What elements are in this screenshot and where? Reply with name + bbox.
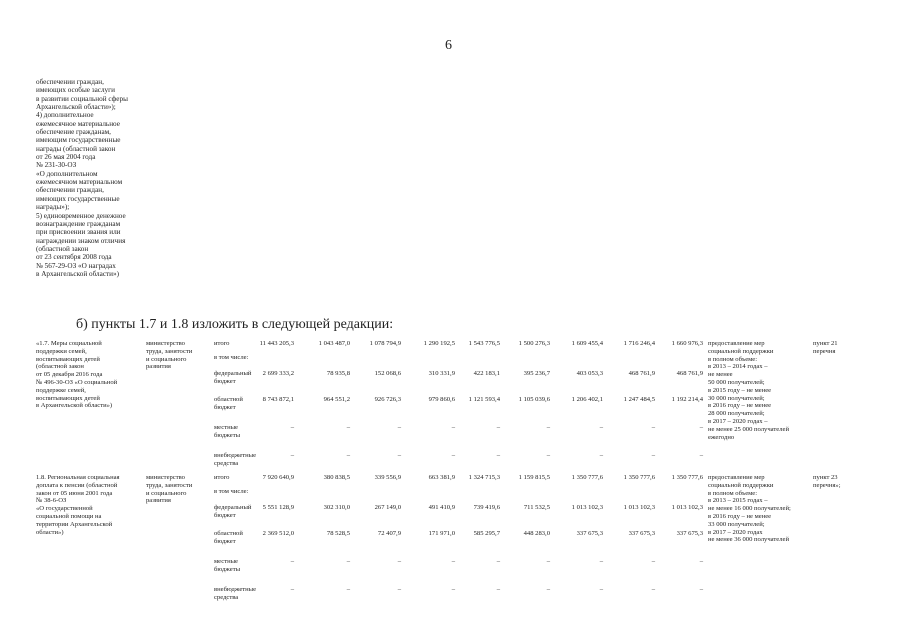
amount-cell: – (451, 452, 455, 459)
continuation-text (36, 78, 166, 278)
continuation-line: при присвоении звания или (36, 228, 121, 237)
funding-source-label-line: бюджет (214, 377, 236, 385)
expected-result-line: в 2017 – 2020 годах – (708, 417, 768, 425)
responsible-executor-line: труда, занятости (146, 347, 193, 355)
measure-name-line: (областной закон (36, 363, 84, 371)
measure-name-line: «1.7. Меры социальной (36, 340, 102, 347)
amount-cell: 1 078 794,9 (369, 340, 401, 347)
amount-cell: – (451, 558, 455, 565)
amount-cell: – (599, 424, 603, 431)
amount-cell: 302 310,0 (323, 504, 350, 511)
amount-cell: 1 013 102,3 (571, 504, 603, 511)
amount-cell: 1 159 815,5 (518, 474, 550, 481)
expected-result-line: 50 000 получателей; (708, 378, 765, 386)
funding-source-label-line: в том числе: (214, 354, 249, 361)
amount-cell: – (496, 558, 500, 565)
amount-cell: 1 013 102,3 (623, 504, 655, 511)
measure-name-line: № 496-30-ОЗ «О социальной (36, 378, 118, 386)
amount-cell: 337 675,3 (576, 530, 603, 537)
funding-source-label-line: бюджет (214, 537, 236, 545)
expected-result-line: в 2016 году – не менее (708, 512, 772, 520)
funding-source-label-line: областной (214, 530, 243, 537)
measure-name-line: закон от 05 июня 2001 года (36, 489, 113, 497)
amount-cell: – (451, 424, 455, 431)
expected-result-line: в полном объеме: (708, 489, 758, 497)
measure-name-line: доплата к пенсии (областной (36, 481, 118, 489)
continuation-line: вознаграждение гражданам (36, 219, 121, 228)
amount-cell: 171 971,0 (428, 530, 455, 537)
continuation-line: награждении знаком отличия (36, 236, 126, 245)
list-reference-line: пункт 23 (813, 474, 838, 481)
amount-cell: 1 716 246,4 (623, 340, 655, 347)
amount-cell: – (699, 452, 703, 459)
funding-source-label-line: итого (214, 474, 230, 481)
amount-cell: – (496, 452, 500, 459)
amount-cell: 78 935,8 (326, 370, 350, 377)
continuation-line: награды (областной закон (36, 144, 116, 153)
expected-result (708, 474, 791, 544)
responsible-executor-line: труда, занятости (146, 481, 193, 489)
measure-name-line: области») (36, 528, 64, 536)
amount-cell: – (346, 586, 350, 593)
funding-source-label-line: бюджет (214, 403, 236, 411)
responsible-executor-line: министерство (146, 474, 185, 481)
amount-cell: 72 407,9 (377, 530, 401, 537)
measure-name (36, 474, 120, 536)
amount-cell: 663 381,9 (428, 474, 455, 481)
amount-cell: 964 551,2 (323, 396, 350, 403)
amount-cell: – (397, 586, 401, 593)
continuation-line: от 26 мая 2004 года (36, 153, 96, 162)
continuation-line: 4) дополнительное (36, 111, 94, 120)
funding-source-label-line: бюджеты (214, 431, 241, 439)
amount-cell: 1 543 776,5 (468, 340, 500, 347)
amount-cell: 1 350 777,6 (571, 474, 603, 481)
list-reference (813, 474, 841, 490)
amount-cell: – (290, 424, 294, 431)
expected-result-line: не менее 16 000 получателей; (708, 505, 791, 513)
expected-result-line: предоставление мер (708, 474, 765, 481)
amount-cell: – (496, 586, 500, 593)
measure-name-line: территории Архангельской (36, 520, 113, 528)
measure-name-line: «О государственной (36, 505, 93, 513)
amount-cell: 979 860,6 (428, 396, 455, 403)
amount-cell: – (451, 586, 455, 593)
amount-cell: 1 013 102,3 (671, 504, 703, 511)
amount-cell: 1 350 777,6 (671, 474, 703, 481)
measure-name-line: поддержке семей, (36, 386, 86, 394)
amount-cell: – (546, 452, 550, 459)
amount-cell: 380 838,5 (323, 474, 350, 481)
amount-cell: 5 551 128,9 (262, 504, 294, 511)
amount-cell: – (699, 558, 703, 565)
amount-cell: 1 105 039,6 (518, 396, 550, 403)
amount-cell: 7 920 640,9 (262, 474, 294, 481)
expected-result-line: 30 000 получателей; (708, 394, 765, 402)
expected-result-line: не менее (708, 371, 733, 379)
amount-cell: – (496, 424, 500, 431)
continuation-line: 5) единовременное денежное (36, 211, 126, 220)
amount-cell: 739 419,6 (473, 504, 500, 511)
continuation-line: имеющих особые заслуги (36, 86, 115, 95)
funding-source-label-line: итого (214, 340, 230, 347)
amount-cell: – (546, 586, 550, 593)
amount-cell: 468 761,9 (676, 370, 703, 377)
amount-cell: 8 743 872,1 (262, 396, 294, 403)
amount-cell: 11 443 205,3 (259, 340, 294, 347)
funding-source-label-line: бюджеты (214, 565, 241, 573)
amount-cell: 1 609 455,4 (571, 340, 603, 347)
continuation-line: обеспечении граждан, (36, 78, 104, 86)
amount-cell: – (346, 452, 350, 459)
expected-result-line: ежегодно (708, 433, 735, 441)
amount-cell: 1 324 715,3 (468, 474, 500, 481)
amount-cell: – (290, 558, 294, 565)
amount-cell: 926 726,3 (374, 396, 401, 403)
amount-cell: 78 528,5 (326, 530, 350, 537)
amount-cell: 585 295,7 (473, 530, 500, 537)
expected-result-line: предоставление мер (708, 340, 765, 347)
amount-cell: 1 043 487,0 (318, 340, 350, 347)
funding-source-label-line: внебюджетные (214, 586, 257, 593)
amount-cell: – (346, 558, 350, 565)
measure-name-line: социальной помощи на (36, 512, 102, 520)
page-number: 6 (445, 38, 452, 53)
amount-cell: 337 675,3 (676, 530, 703, 537)
funding-source-label (214, 474, 229, 482)
funding-source-label-line: местные (214, 424, 238, 431)
amount-cell: – (346, 424, 350, 431)
measure-name-line: от 05 декабря 2016 года (36, 371, 103, 379)
expected-result-line: в 2015 году – не менее (708, 386, 772, 394)
continuation-line: № 231-30-ОЗ (36, 161, 77, 170)
amount-cell: – (290, 586, 294, 593)
responsible-executor-line: развития (146, 363, 171, 371)
continuation-line: от 23 сентября 2008 года (36, 253, 112, 262)
amount-cell: – (599, 452, 603, 459)
expected-result-line: социальной поддержки (708, 481, 774, 489)
amount-cell: 1 500 276,3 (518, 340, 550, 347)
funding-source-label-line: в том числе: (214, 488, 249, 495)
expected-result-line: в 2016 году – не менее (708, 402, 772, 410)
amount-cell: – (651, 424, 655, 431)
amount-cell: 2 699 333,2 (262, 370, 294, 377)
expected-result-line: не менее 36 000 получателей (708, 536, 789, 544)
funding-source-label (214, 340, 229, 348)
amount-cell: 2 369 512,0 (262, 530, 294, 537)
continuation-line: (областной закон (36, 244, 89, 253)
amount-cell: 395 236,7 (523, 370, 550, 377)
measure-name-line: в Архангельской области») (36, 402, 113, 410)
continuation-line: Архангельской области»); (36, 103, 116, 112)
amount-cell: 1 350 777,6 (623, 474, 655, 481)
continuation-line: ежемесячное материальное (36, 119, 120, 128)
amount-cell: – (651, 586, 655, 593)
funding-source-label-line: внебюджетные (214, 452, 257, 459)
list-reference-line: пункт 21 (813, 340, 838, 347)
list-reference (813, 340, 838, 356)
amount-cell: 337 675,3 (628, 530, 655, 537)
expected-result-line: 33 000 получателей; (708, 520, 765, 528)
funding-source-label (214, 354, 248, 362)
expected-result-line: не менее 25 000 получателей (708, 425, 789, 433)
continuation-line: ежемесячном материальном (36, 178, 123, 187)
expected-result-line: в 2013 – 2015 годах – (708, 497, 768, 505)
continuation-line: в Архангельской области») (36, 269, 119, 278)
responsible-executor-line: и социального (146, 489, 187, 497)
expected-result-line: в 2013 – 2014 годах – (708, 363, 768, 371)
amount-cell: – (651, 452, 655, 459)
responsible-executor-line: министерство (146, 340, 185, 347)
amount-cell: 403 053,3 (576, 370, 603, 377)
amount-cell: 448 283,0 (523, 530, 550, 537)
continuation-line: № 567-29-ОЗ «О наградах (36, 261, 116, 270)
amount-cell: – (599, 586, 603, 593)
continuation-line: имеющих государственные (36, 194, 120, 203)
measure-name-line: № 38-6-ОЗ (36, 497, 67, 505)
measure-name (36, 340, 117, 410)
funding-source-label-line: федеральный (214, 370, 252, 377)
amount-cell: 1 206 402,1 (571, 396, 603, 403)
funding-source-label-line: средства (214, 459, 239, 467)
responsible-executor (146, 340, 192, 371)
amount-cell: 1 121 593,4 (468, 396, 500, 403)
continuation-line: награды»); (36, 203, 70, 212)
amount-cell: 310 331,9 (428, 370, 455, 377)
section-heading: б) пункты 1.7 и 1.8 изложить в следующей редакции: (76, 317, 394, 332)
funding-source-label-line: бюджет (214, 511, 236, 519)
amount-cell: – (651, 558, 655, 565)
amount-cell: – (546, 558, 550, 565)
amount-cell: 1 290 192,5 (423, 340, 455, 347)
expected-result-line: в 2017 – 2020 годах (708, 528, 763, 536)
continuation-line: имеющим государственные (36, 136, 121, 145)
measure-name-line: поддержки семей, (36, 347, 87, 355)
amount-cell: 152 068,6 (374, 370, 401, 377)
continuation-line: обеспечение гражданам, (36, 128, 111, 137)
amount-cell: – (397, 558, 401, 565)
amount-cell: 1 660 976,3 (671, 340, 703, 347)
expected-result-line: 28 000 получателей; (708, 410, 765, 418)
responsible-executor (146, 474, 192, 505)
responsible-executor-line: развития (146, 497, 171, 505)
amount-cell: 267 149,0 (374, 504, 401, 511)
funding-source-label-line: областной (214, 396, 243, 403)
amount-cell: 1 247 484,5 (623, 396, 655, 403)
continuation-line: обеспечении граждан, (36, 186, 104, 195)
amount-cell: 468 761,9 (628, 370, 655, 377)
measure-name-line: воспитывающих детей (36, 394, 100, 402)
amount-cell: – (397, 424, 401, 431)
amount-cell: – (546, 424, 550, 431)
amount-cell: – (290, 452, 294, 459)
funding-source-label-line: федеральный (214, 504, 252, 511)
measure-name-line: воспитывающих детей (36, 355, 100, 363)
funding-source-label-line: средства (214, 593, 239, 601)
amount-cell: – (599, 558, 603, 565)
expected-result-line: социальной поддержки (708, 347, 774, 355)
amount-cell: – (397, 452, 401, 459)
continuation-line: в развитии социальной сферы (36, 94, 128, 103)
funding-source-label-line: местные (214, 558, 238, 565)
amount-cell: – (699, 586, 703, 593)
amount-cell: 491 410,9 (428, 504, 455, 511)
amount-cell: 1 192 214,4 (671, 396, 703, 403)
expected-result (708, 340, 789, 441)
expected-result-line: в полном объеме: (708, 355, 758, 363)
list-reference-line: перечня»; (813, 481, 841, 489)
continuation-line: «О дополнительном (36, 169, 98, 178)
list-reference-line: перечня (813, 347, 836, 355)
responsible-executor-line: и социального (146, 355, 187, 363)
amount-cell: 711 532,5 (523, 504, 550, 511)
funding-source-label (214, 488, 248, 496)
amount-cell: 339 556,9 (374, 474, 401, 481)
amount-cell: 422 183,1 (473, 370, 500, 377)
amount-cell: – (699, 424, 703, 431)
measure-name-line: 1.8. Региональная социальная (36, 474, 120, 481)
